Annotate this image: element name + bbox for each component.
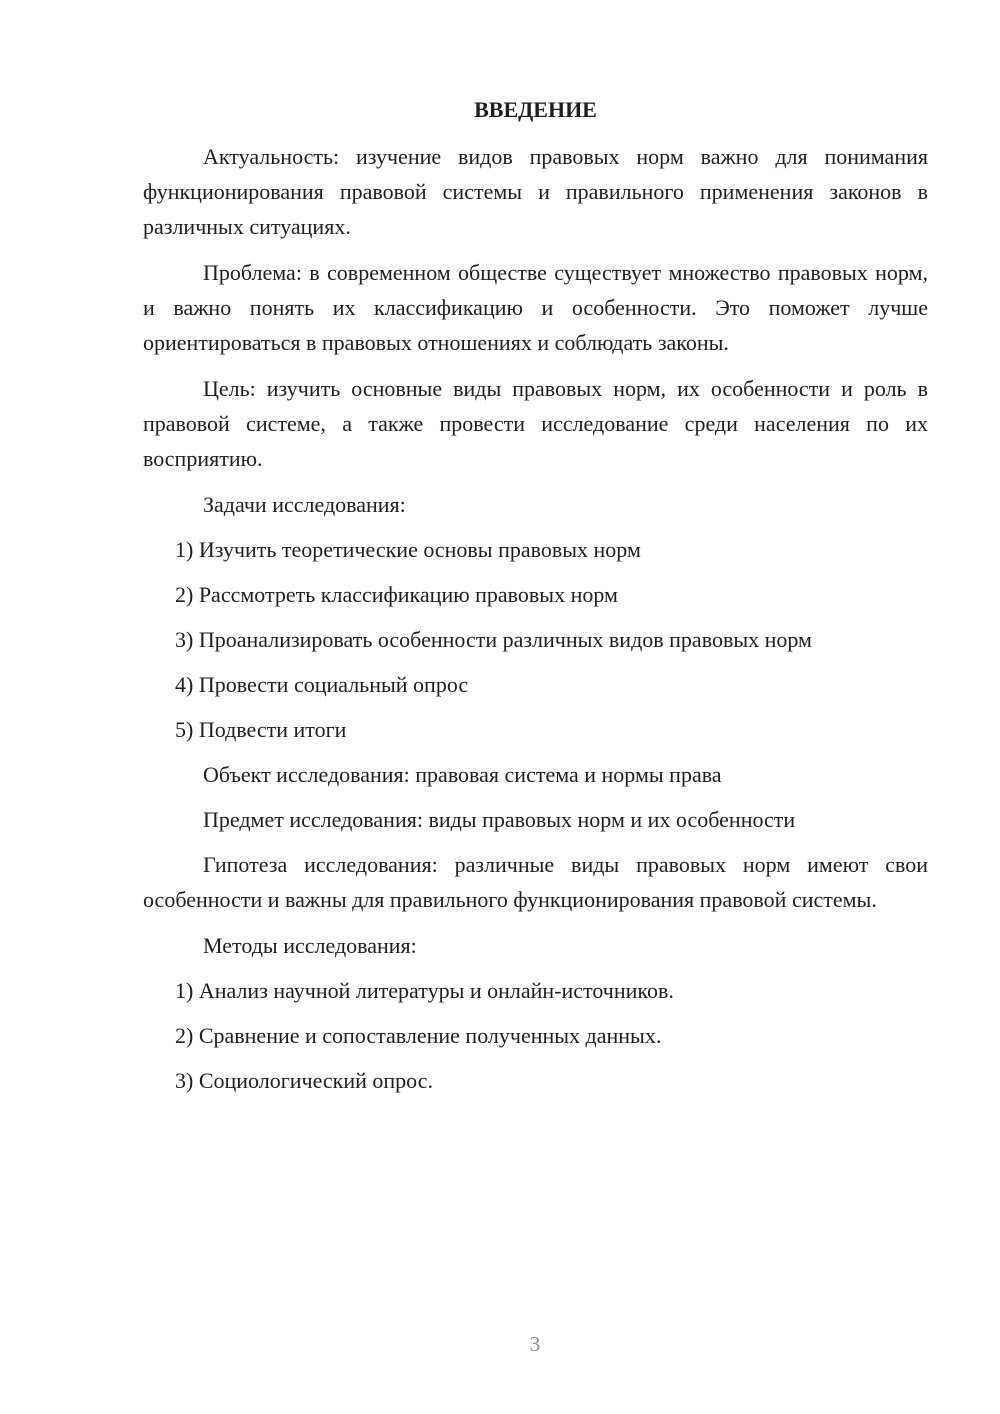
method-item: 3) Социологический опрос. [175,1068,433,1093]
task-item: 4) Провести социальный опрос [175,672,469,697]
methods-title: Методы исследования: [203,933,417,958]
relevance-paragraph: Актуальность: изучение видов правовых норм важно для понимания функционирования правовой системы и правильного применения законов в различных ситуациях. [143,144,928,239]
research-subject: Предмет исследования: виды правовых норм и их особенности [203,807,796,832]
tasks-list [143,532,928,747]
task-item: 1) Изучить теоретические основы правовых норм [175,537,641,562]
section-heading: ВВЕДЕНИЕ [474,97,597,122]
page-content [143,92,928,1108]
method-item: 2) Сравнение и сопоставление полученных данных. [175,1023,662,1048]
tasks-title: Задачи исследования: [203,492,406,517]
methods-list [143,973,928,1098]
task-item: 3) Проанализировать особенности различных видов правовых норм [175,627,812,652]
problem-paragraph: Проблема: в современном обществе существует множество правовых норм, и важно понять их классификацию и особенности. Это поможет лучше ориентироваться в правовых отношениях и соблюдать законы. [143,260,928,355]
goal-paragraph: Цель: изучить основные виды правовых норм, их особенности и роль в правовой системе, а также провести исследование среди населения по их восприятию. [143,376,928,471]
page-number: 3 [529,1332,541,1356]
method-item: 1) Анализ научной литературы и онлайн-источников. [175,978,674,1003]
research-object: Объект исследования: правовая система и нормы права [203,762,722,787]
task-item: 5) Подвести итоги [175,717,347,742]
task-item: 2) Рассмотреть классификацию правовых норм [175,582,618,607]
hypothesis-paragraph: Гипотеза исследования: различные виды правовых норм имеют свои особенности и важны для правильного функционирования правовой системы. [143,852,928,912]
